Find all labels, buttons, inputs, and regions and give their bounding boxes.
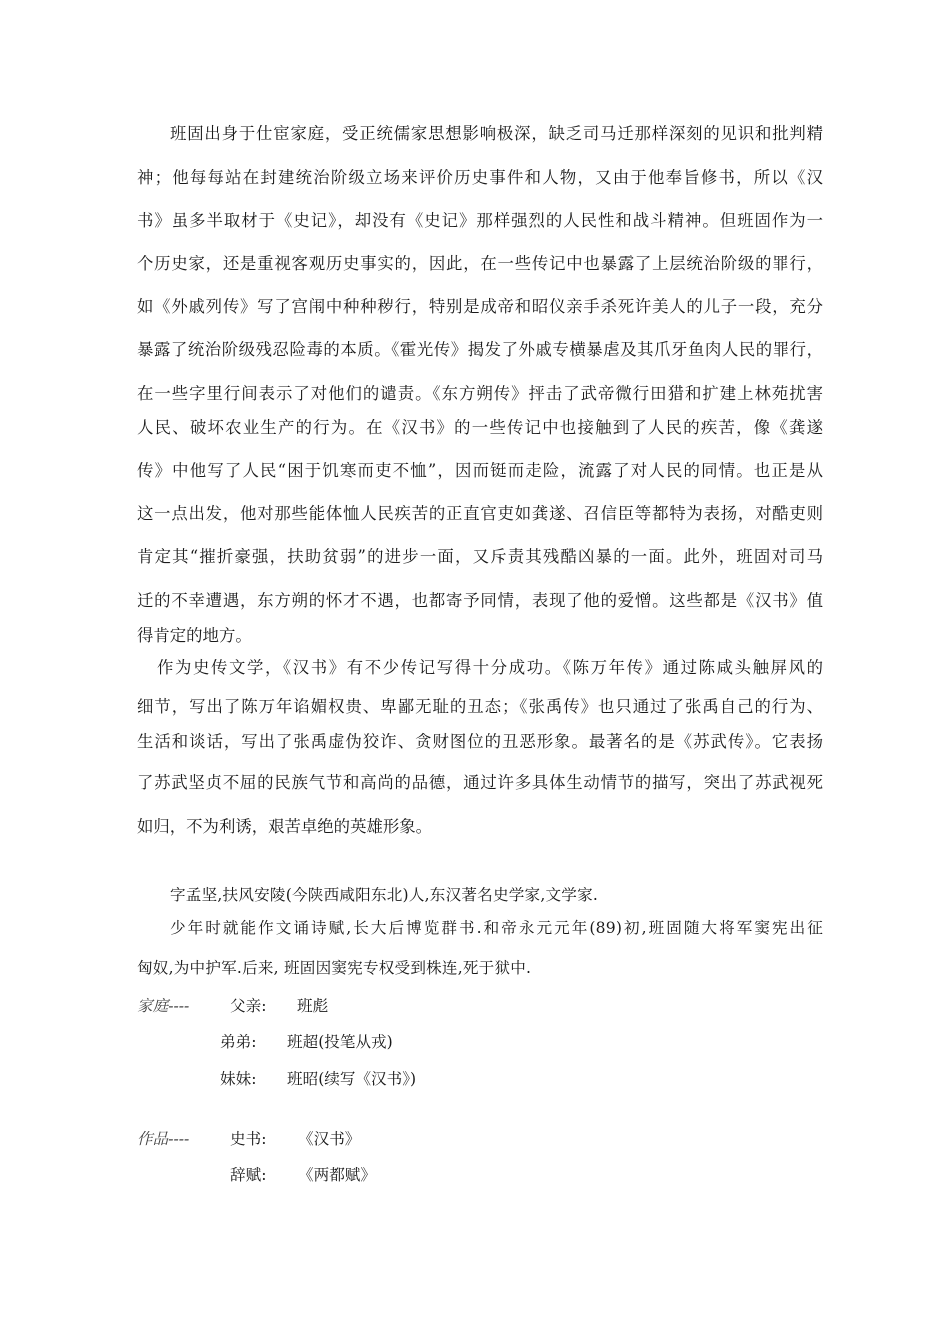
text-line: 了苏武坚贞不屈的民族气节和高尚的品德，通过许多具体生动情节的描写，突出了苏武视死 [137, 773, 823, 792]
text-line: 迁的不幸遭遇，东方朔的怀才不遇，也都寄予同情，表现了他的爱憎。这些都是《汉书》值 [137, 591, 823, 610]
family-relation: 弟弟: [220, 1033, 257, 1051]
text-line: 如《外戚列传》写了宫闱中种种秽行，特别是成帝和昭仪亲手杀死许美人的儿子一段，充分 [137, 297, 823, 316]
text-line: 暴露了统治阶级残忍险毒的本质。《霍光传》揭发了外戚专横暴虐及其爪牙鱼肉人民的罪行， [137, 340, 823, 359]
text-line: 传》中他写了人民“困于饥寒而吏不恤”，因而铤而走险，流露了对人民的同情。也正是从 [137, 461, 823, 480]
text-line: 人民、破坏农业生产的行为。在《汉书》的一些传记中也接触到了人民的疾苦，像《龚遂 [137, 418, 823, 437]
text-line: 个历史家，还是重视客观历史事实的，因此，在一些传记中也暴露了上层统治阶级的罪行， [137, 254, 823, 273]
works-category: 辞赋: [230, 1166, 267, 1184]
family-label: 家庭---- [137, 997, 190, 1015]
works-title: 《两都赋》 [298, 1166, 376, 1184]
text-line: 得肯定的地方。 [137, 626, 252, 645]
works-label: 作品---- [137, 1130, 190, 1148]
family-member-name: 班昭(续写《汉书》) [287, 1070, 417, 1088]
family-relation: 妹妹: [220, 1070, 257, 1088]
text-line: 神；他每每站在封建统治阶级立场来评价历史事件和人物，又由于他奉旨修书，所以《汉 [137, 168, 823, 187]
bio-line: 少年时就能作文诵诗赋,长大后博览群书.和帝永元元年(89)初,班固随大将军窦宪出征 [170, 919, 823, 937]
text-line: 生活和谈话，写出了张禹虚伪狡诈、贪财图位的丑恶形象。最著名的是《苏武传》。它表扬 [137, 732, 823, 751]
text-line: 肯定其“摧折豪强，扶助贫弱”的进步一面，又斥责其残酷凶暴的一面。此外，班固对司马 [137, 547, 823, 566]
text-line: 如归，不为利诱，艰苦卓绝的英雄形象。 [137, 817, 433, 836]
family-relation: 父亲: [230, 997, 267, 1015]
works-category: 史书: [230, 1130, 267, 1148]
text-line: 书》虽多半取材于《史记》，却没有《史记》那样强烈的人民性和战斗精神。但班固作为一 [137, 211, 823, 230]
bio-line: 字孟坚,扶风安陵(今陕西咸阳东北)人,东汉著名史学家,文学家. [170, 886, 599, 904]
text-line: 细节，写出了陈万年谄媚权贵、卑鄙无耻的丑态；《张禹传》也只通过了张禹自己的行为、 [137, 697, 823, 716]
text-line: 班固出身于仕宦家庭，受正统儒家思想影响极深，缺乏司马迁那样深刻的见识和批判精 [170, 124, 823, 143]
family-member-name: 班超(投笔从戎) [287, 1033, 393, 1051]
text-line: 在一些字里行间表示了对他们的谴责。《东方朔传》抨击了武帝微行田猎和扩建上林苑扰害 [137, 384, 823, 403]
works-title: 《汉书》 [298, 1130, 361, 1148]
family-member-name: 班彪 [297, 997, 329, 1015]
bio-line: 匈奴,为中护军.后来, 班固因窦宪专权受到株连,死于狱中. [137, 959, 532, 977]
text-line: 作为史传文学，《汉书》有不少传记写得十分成功。《陈万年传》通过陈咸头触屏风的 [157, 658, 823, 677]
text-line: 这一点出发，他对那些能体恤人民疾苦的正直官吏如龚遂、召信臣等都特为表扬，对酷吏则 [137, 504, 823, 523]
